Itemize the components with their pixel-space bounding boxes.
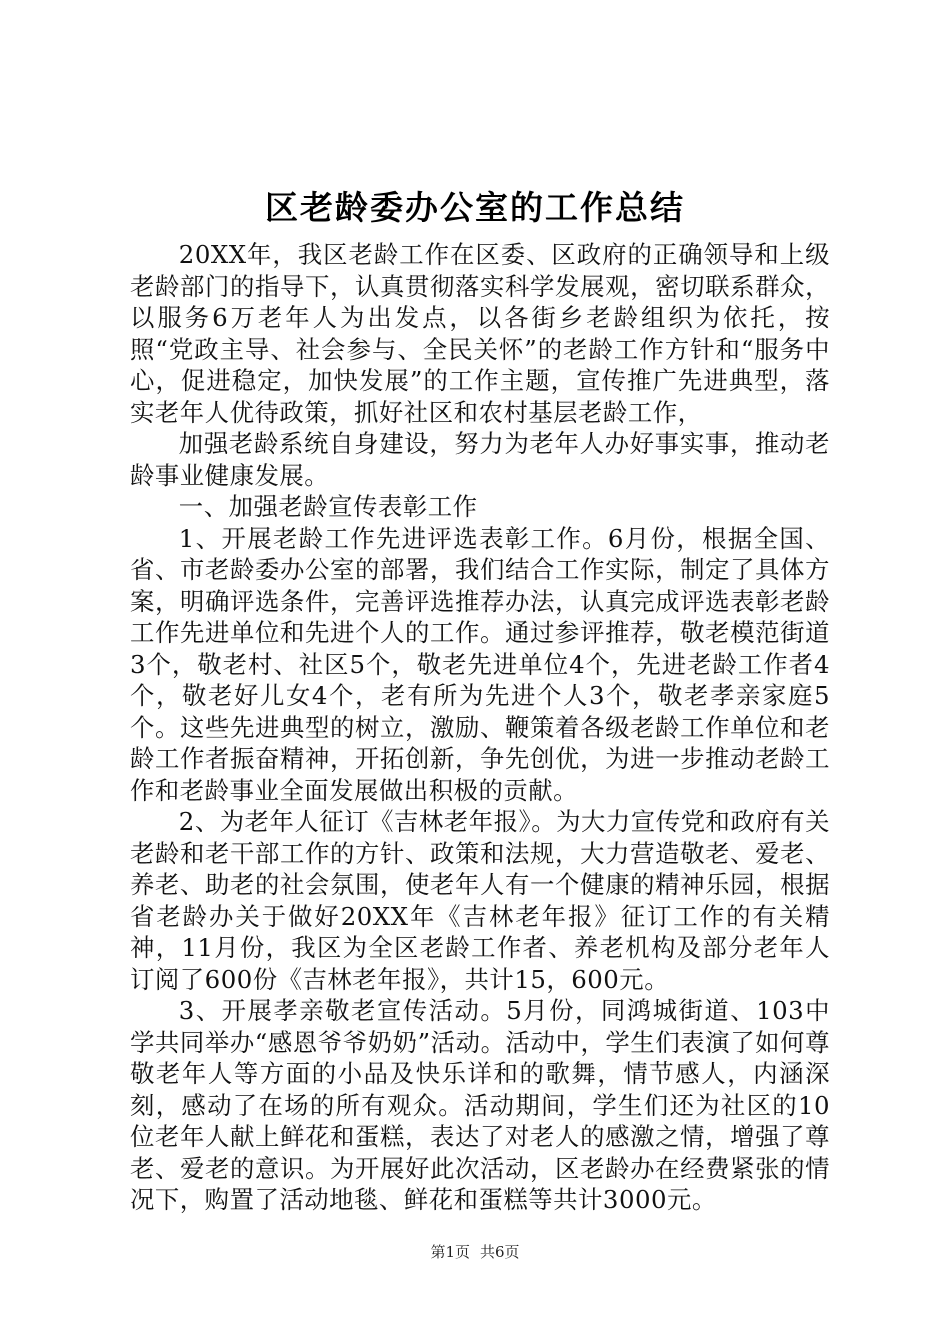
paragraph-item-2: 2、为老年人征订《吉林老年报》。为大力宣传党和政府有关老龄和老干部工作的方针、政策和法规，大力营造敬老、爱老、养老、助老的社会氛围，使老年人有一个健康的精神乐园，根据省老龄办关于做好20XX年《吉林老年报》征订工作的有关精神，11月份，我区为全区老龄工作者、养老机构及部分老年人订阅了600份《吉林老年报》，共计15，600元。 (130, 807, 830, 994)
section-heading-1: 一、加强老龄宣传表彰工作 (178, 492, 478, 521)
document-title: 区老龄委办公室的工作总结 (265, 188, 685, 227)
paragraph-intro: 20XX年，我区老龄工作在区委、区政府的正确领导和上级老龄部门的指导下，认真贯彻落实科学发展观，密切联系群众，以服务6万老年人为出发点，以各街乡老龄组织为依托，按照“党政主导、社会参与、全民关怀”的老龄工作方针和“服务中心，促进稳定，加快发展”的工作主题，宣传推广先进典型，落实老年人优待政策，抓好社区和农村基层老龄工作， (130, 240, 830, 427)
paragraph-item-3: 3、开展孝亲敬老宣传活动。5月份，同鸿城街道、103中学共同举办“感恩爷爷奶奶”活动。活动中，学生们表演了如何尊敬老年人等方面的小品及快乐详和的歌舞，情节感人，内涵深刻，感动了在场的所有观众。活动期间，学生们还为社区的10位老年人献上鲜花和蛋糕，表达了对老人的感激之情，增强了尊老、爱老的意识。为开展好此次活动，区老龄办在经费紧张的情况下，购置了活动地毯、鲜花和蛋糕等共计3000元。 (130, 996, 830, 1214)
page-number: 第1页 (430, 1243, 470, 1261)
paragraph-item-1: 1、开展老龄工作先进评选表彰工作。6月份，根据全国、省、市老龄委办公室的部署，我们结合工作实际，制定了具体方案，明确评选条件，完善评选推荐办法，认真完成评选表彰老龄工作先进单位和先进个人的工作。通过参评推荐，敬老模范街道3个，敬老村、社区5个，敬老先进单位4个，先进老龄工作者4个，敬老好儿女4个，老有所为先进个人3个，敬老孝亲家庭5个。这些先进典型的树立，激励、鞭策着各级老龄工作单位和老龄工作者振奋精神，开拓创新，争先创优，为进一步推动老龄工作和老龄事业全面发展做出积极的贡献。 (130, 523, 830, 805)
page-total: 共6页 (480, 1243, 520, 1261)
paragraph-intro-continued: 加强老龄系统自身建设，努力为老年人办好事实事，推动老龄事业健康发展。 (130, 429, 830, 490)
page-footer (0, 1242, 950, 1262)
document-body (130, 239, 830, 1216)
